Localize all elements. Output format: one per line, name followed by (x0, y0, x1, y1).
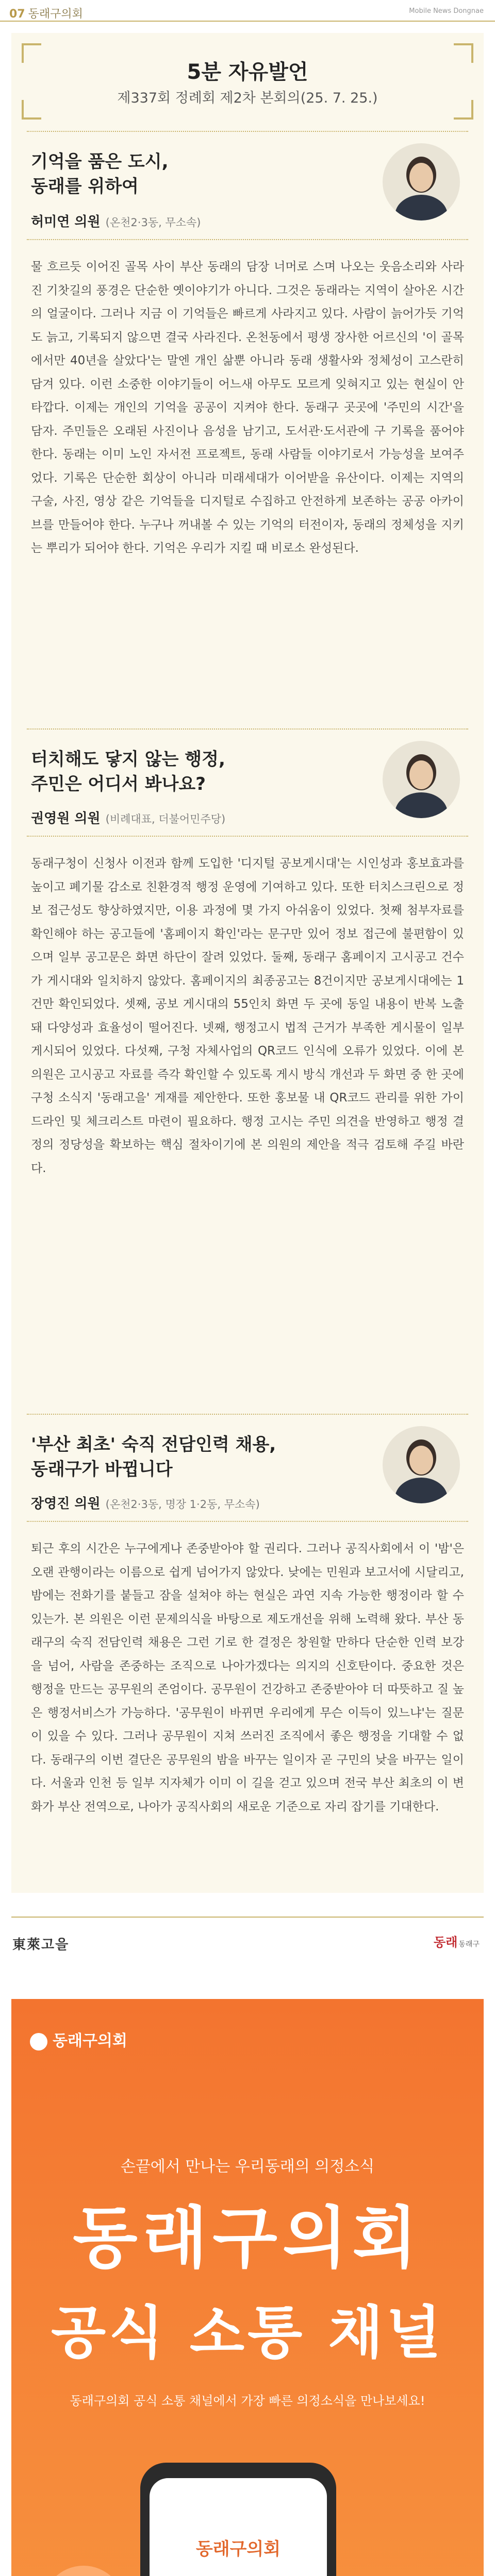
speech-title-line: 주민은 어디서 봐나요? (31, 774, 206, 794)
header-rule (0, 21, 495, 22)
box-subtitle: 제337회 정례회 제2차 본회의(25. 7. 25.) (117, 90, 378, 106)
divider (27, 728, 468, 730)
speech-title-line: 터치해도 닿지 않는 행정, (31, 749, 225, 770)
page-footer (0, 1917, 495, 1963)
box-title: 5분 자유발언 (187, 60, 308, 84)
divider (27, 1521, 468, 1522)
speaker-photo (383, 741, 460, 818)
speech-title-line: '부산 최초' 숙직 전담인력 채용, (31, 1434, 276, 1455)
phone-screen (150, 2478, 327, 2576)
phone-screen-title: 동래구의회 (195, 2539, 281, 2560)
page-header (0, 0, 495, 23)
speaker-name (31, 211, 201, 230)
speech-body: 물 흐르듯 이어진 골목 사이 부산 동래의 담장 너머로 스며 나오는 웃음소리와 사라진 기찻길의 풍경은 단순한 옛이야기가 아니다. 그것은 동래라는 지역이 살아온 시간의 얼굴이다. 그러나 지금 이 기억들은 빠르게 사라지고 있다. 사람이 늙어가듯 기억도 늙고, 기록되지 않으면 결국 사라진다. 온천동에서 평생 장사한 어르신의 '이 골목에서만 40년을 살았다'는 말엔 개인 삶뿐 아니라 동래 생활사와 정체성이 고스란히 담겨 있다. 이런 소중한 이야기들이 어느새 아무도 모르게 잊혀지고 있는 현실이 안타깝다. 이제는 개인의 기억을 공공이 지켜야 한다. 동래구 곳곳에 '주민의 시간'을 담자. 주민들은 오래된 사진이나 음성을 남기고, 도서관·도서관에 구 기록을 품어야 한다. 동래는 이미 노인 자서전 프로젝트, 동래 사람들 이야기로서 가능성을 보여주었다. 기록은 단순한 회상이 아니라 미래세대가 이어받을 유산이다. 이제는 지역의 구술, 사진, 영상 같은 기억들을 디지털로 수집하고 안전하게 보존하는 공공 아카이브를 만들어야 한다. 누구나 꺼내볼 수 있는 기억의 터전이자, 동래의 정체성을 지키는 뿌리가 되어야 한다. 기억은 우리가 지킬 때 비로소 완성된다. (31, 260, 464, 555)
speech-title (31, 1432, 276, 1482)
district-symbol (434, 1932, 480, 1950)
speaker-name-text: 권영원 의원 (31, 811, 101, 826)
divider (27, 239, 468, 240)
speaker-affiliation: (온천2·3동, 명장 1·2동, 무소속) (105, 1498, 260, 1511)
speaker-photo (383, 1426, 460, 1503)
ad-subtitle: 손끝에서 만나는 우리동래의 의정소식 (120, 2158, 375, 2176)
council-logo (30, 2028, 127, 2050)
district-symbol-sub: 동래구 (458, 1940, 480, 1948)
speech-title-line: 동래구가 바뀝니다 (31, 1459, 173, 1480)
council-logo-text: 동래구의회 (53, 2032, 127, 2050)
speaker-name (31, 1493, 260, 1512)
ad-headline-2: 공식 소통 채널 (51, 2300, 444, 2366)
speech-body: 동래구청이 신청사 이전과 함께 도입한 '디지털 공보게시대'는 시인성과 홍보효과를 높이고 폐기물 감소로 친환경적 행정 운영에 기여하고 있다. 또한 터치스크린으로 정보 접근성도 향상하였지만, 이용 과정에 몇 가지 아쉬움이 있었다. 첫째 첨부자료를 확인해야 하는 공고들에 '홈페이지 확인'라는 문구만 있어 정보 접근에 불편함이 있으며 일부 공고문은 화면 하단이 잘려 있었다. 둘째, 동래구 홈페이지 고시공고 건수가 게시대와 일치하지 않았다. 홈페이지의 최종공고는 8건이지만 공보게시대에는 1건만 확인되었다. 셋째, 공보 게시대의 55인치 화면 두 곳에 동일 내용이 반복 노출돼 다양성과 효율성이 떨어진다. 넷째, 행정고시 법적 근거가 부족한 게시물이 일부 게시되어 있었다. 다섯째, 구청 자체사업의 QR코드 인식에 오류가 있었다. 이에 본 의원은 고시공고 자료를 즉각 확인할 수 있도록 게시 방식 개선과 두 화면 중 한 곳에 구청 소식지 '동래고을' 게재를 제안한다. 또한 홍보물 내 QR코드 관리를 위한 가이드라인 및 체크리스트 마련이 필요하다. 행정 고시는 주민 의견을 반영하고 행정 결정의 정당성을 확보하는 핵심 절차이기에 본 의원의 제안을 적극 검토해 주길 바란다. (31, 857, 464, 1175)
speaker-photo (383, 143, 460, 221)
district-symbol-text: 동래 (434, 1935, 458, 1950)
footer-rule (11, 1917, 484, 1918)
section-label (9, 5, 83, 21)
ad-headline-1: 동래구의회 (73, 2199, 422, 2277)
speech-title-line: 기억을 품은 도시, (31, 151, 169, 172)
speech-title-line: 동래를 위하여 (31, 176, 139, 197)
speech-body: 퇴근 후의 시간은 누구에게나 존중받아야 할 권리다. 그러나 공직사회에서 이 '밤'은 오랜 관행이라는 이름으로 쉽게 넘어가지 않았다. 낮에는 민원과 보고서에 시달리고, 밤에는 전화기를 붙들고 잠을 설쳐야 하는 현실은 과연 지속 가능한 행정이라 할 수 있는가. 본 의원은 이런 문제의식을 바탕으로 제도개선을 위해 노력해 왔다. 부산 동래구의 숙직 전담인력 채용은 그런 기로 한 결정은 창원할 만하다 단순한 인력 보강을 넘어, 사람을 존중하는 조직으로 나아가겠다는 의지의 신호탄이다. 중요한 것은 행정을 만드는 공무원의 존엄이다. 공무원이 건강하고 존중받아야 더 따뜻하고 질 높은 행정서비스가 가능하다. '공무원이 바뀌면 우리에게 무슨 이득이 있느냐'는 질문이 있을 수 있다. 그러나 공무원이 지쳐 쓰러진 조직에서 좋은 행정을 기대할 수 없다. 동래구의 이번 결단은 공무원의 밤을 바꾸는 일이자 곧 구민의 낮을 바꾸는 일이다. 서울과 인천 등 일부 지자체가 이미 이 길을 걷고 있으며 전국 부산 최초의 이 변화가 부산 전역으로, 나아가 공직사회의 새로운 기준으로 자리 잡기를 기대한다. (31, 1542, 464, 1814)
speech-title (31, 149, 169, 199)
publisher-logo: 東萊고을 (12, 1937, 70, 1953)
section-number: 07 (9, 8, 25, 21)
section-title: 동래구의회 (28, 8, 83, 21)
council-ad-banner (11, 1999, 484, 2576)
council-emblem-icon (30, 2033, 47, 2050)
divider (27, 836, 468, 837)
speech-panel (11, 33, 484, 1893)
speech-title (31, 747, 225, 796)
divider (27, 131, 468, 132)
title-box (11, 33, 484, 121)
speaker-affiliation: (비례대표, 더불어민주당) (105, 813, 226, 825)
speaker-name (31, 808, 225, 827)
ad-tagline: 동래구의회 공식 소통 채널에서 가장 빠른 의정소식을 만나보세요! (70, 2394, 425, 2408)
speaker-name-text: 장영진 의원 (31, 1496, 101, 1512)
speaker-name-text: 허미연 의원 (31, 214, 101, 230)
brand-label: Mobile News Dongnae (409, 7, 484, 15)
divider (27, 1414, 468, 1415)
speaker-affiliation: (온천2·3동, 무소속) (105, 216, 201, 229)
